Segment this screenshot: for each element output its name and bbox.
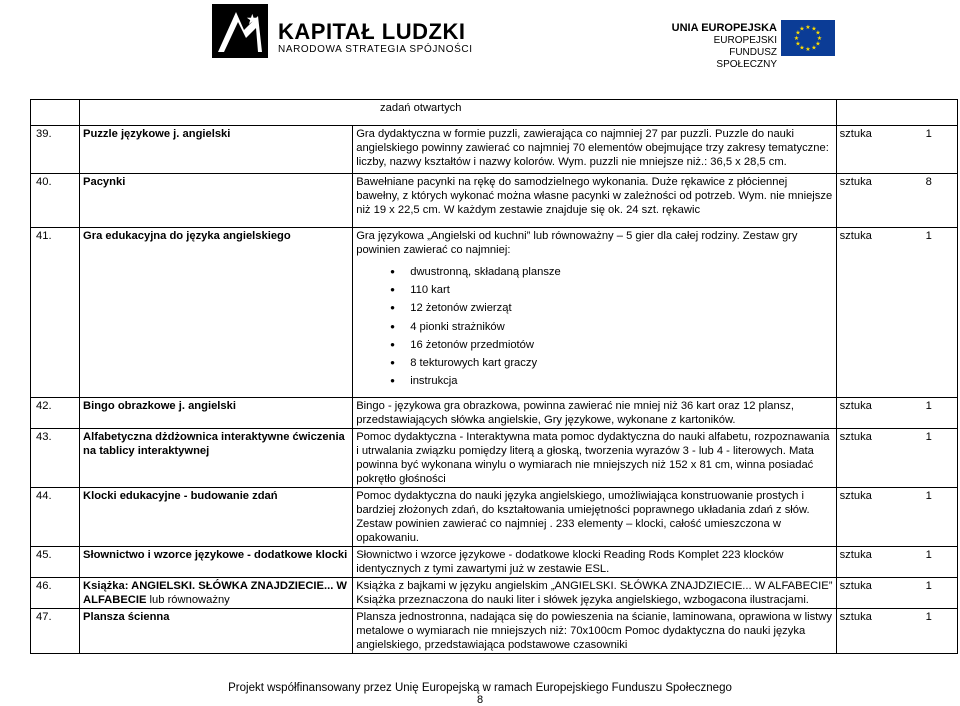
kapital-ludzki-logo-icon bbox=[210, 2, 270, 60]
svg-text:★: ★ bbox=[793, 36, 800, 42]
item-qty: 1 bbox=[925, 580, 932, 592]
svg-text:★: ★ bbox=[246, 11, 259, 27]
items-table-container bbox=[30, 99, 958, 654]
list-item: • 16 żetonów przedmiotów bbox=[410, 336, 832, 354]
item-number: 45. bbox=[31, 547, 80, 578]
table-row bbox=[31, 100, 958, 126]
svg-text:★: ★ bbox=[811, 26, 817, 33]
table-row bbox=[31, 126, 958, 174]
table-row bbox=[31, 228, 958, 398]
item-unit: sztuka bbox=[839, 230, 872, 242]
item-qty: 8 bbox=[925, 176, 932, 188]
item-unit: sztuka bbox=[839, 176, 872, 188]
item-name: Plansza ścienna bbox=[80, 609, 353, 654]
item-number: 43. bbox=[31, 429, 80, 488]
table-row bbox=[31, 609, 958, 654]
list-item: • 12 żetonów zwierząt bbox=[410, 299, 832, 317]
svg-text:★: ★ bbox=[805, 47, 811, 53]
item-unit: sztuka bbox=[839, 490, 872, 502]
item-description: Gra dydaktyczna w formie puzzli, zawierająca co najmniej 27 par puzzli. Puzzle do nauki angielskiego powinny zawierać co najmniej 70 elementów obejmujące trzy zakresy tematyczne: liczby, nazwy kształtów i nazwy kolorów. Wym. puzzli nie mniejsze niż.: 36,5 x 28,5 cm. bbox=[353, 126, 836, 174]
list-item: • 8 tekturowych kart graczy bbox=[410, 354, 832, 372]
eu-flag-icon bbox=[781, 20, 835, 56]
table-row bbox=[31, 547, 958, 578]
item-description: Książka z bajkami w języku angielskim „ANGIELSKI. SŁÓWKA ZNAJDZIECIE... W ALFABECIE” Książka przeznaczona do nauki liter i słówek języka angielskiego, wzbogacona ilustracjami. bbox=[353, 578, 836, 609]
item-name: Alfabetyczna dżdżownica interaktywne ćwiczenia na tablicy interaktywnej bbox=[80, 429, 353, 488]
table-row bbox=[31, 488, 958, 547]
item-name: Puzzle językowe j. angielski bbox=[80, 126, 353, 174]
item-name: Książka: ANGIELSKI. SŁÓWKA ZNAJDZIECIE... W ALFABECIE bbox=[83, 580, 347, 606]
list-item: • instrukcja bbox=[410, 372, 832, 390]
svg-text:★: ★ bbox=[815, 41, 821, 48]
table-row bbox=[31, 429, 958, 488]
item-unit: sztuka bbox=[839, 400, 872, 412]
list-item: • 4 pionki strażników bbox=[410, 318, 832, 336]
item-name: Pacynki bbox=[80, 174, 353, 228]
item-description: Gra językowa „Angielski od kuchni” lub równoważny – 5 gier dla całej rodziny. Zestaw gry powinien zawierać co najmniej: bbox=[356, 230, 798, 256]
page-header bbox=[0, 0, 960, 80]
item-name: Bingo obrazkowe j. angielski bbox=[80, 398, 353, 429]
svg-text:★: ★ bbox=[799, 26, 805, 33]
item-qty: 1 bbox=[925, 128, 932, 140]
eu-line3: FUNDUSZ SPOŁECZNY bbox=[716, 47, 777, 70]
page-number: 8 bbox=[476, 694, 484, 706]
eu-branding bbox=[667, 22, 777, 71]
item-description: Bawełniane pacynki na rękę do samodzielnego wykonania. Duże rękawice z płóciennej bawełny, z których wykonać można własne pacynki w zależności od potrzeb. Wym. nie mniejsze niż 19 x 22,5 cm. W każdym zestawie znajduje się ok. 24 szt. rękawic bbox=[353, 174, 836, 228]
svg-text:★: ★ bbox=[811, 45, 817, 52]
item-name: Gra edukacyjna do języka angielskiego bbox=[80, 228, 353, 398]
eu-line2: EUROPEJSKI bbox=[713, 35, 777, 46]
item-name: Słownictwo i wzorce językowe - dodatkowe klocki bbox=[80, 547, 353, 578]
item-name: Klocki edukacyjne - budowanie zdań bbox=[80, 488, 353, 547]
item-number: 47. bbox=[31, 609, 80, 654]
kl-subtitle: NARODOWA STRATEGIA SPÓJNOŚCI bbox=[278, 44, 473, 55]
svg-text:★: ★ bbox=[805, 25, 811, 31]
item-unit: sztuka bbox=[839, 549, 872, 561]
kapital-ludzki-branding bbox=[278, 20, 473, 56]
item-qty: 1 bbox=[925, 400, 932, 412]
list-item: • dwustronną, składaną plansze bbox=[410, 263, 832, 281]
item-number: 42. bbox=[31, 398, 80, 429]
table-row bbox=[31, 174, 958, 228]
item-name-extra: lub równoważny bbox=[149, 594, 230, 606]
svg-text:★: ★ bbox=[815, 30, 821, 37]
item-qty: 1 bbox=[925, 431, 932, 443]
item-qty: 1 bbox=[925, 611, 932, 623]
svg-text:★: ★ bbox=[816, 36, 823, 42]
item-unit: sztuka bbox=[839, 611, 872, 623]
item-bullet-list bbox=[356, 263, 832, 390]
kl-title: KAPITAŁ LUDZKI bbox=[278, 19, 466, 44]
items-table bbox=[30, 99, 958, 654]
item-description: Pomoc dydaktyczna do nauki języka angielskiego, umożliwiająca konstruowanie prostych i bardziej złożonych zdań, do kształtowania umiejętności poprawnego układania zdań z słów. Zestaw powinien zawierać co najmniej . 233 elementy – klocki, całość umieszczona w opakowaniu. bbox=[353, 488, 836, 547]
item-unit: sztuka bbox=[839, 128, 872, 140]
table-row bbox=[31, 398, 958, 429]
svg-text:★: ★ bbox=[795, 30, 801, 37]
item-description: Bingo - językowa gra obrazkowa, powinna zawierać nie mniej niż 36 kart oraz 12 plansz, przedstawiających słówka angielskie, Gry językowe, wykonane z kartoników. bbox=[353, 398, 836, 429]
svg-text:★: ★ bbox=[799, 45, 805, 52]
item-description: Słownictwo i wzorce językowe - dodatkowe klocki Reading Rods Komplet 223 klocków identycznych z tymi zawartymi już w zestawie ESL. bbox=[353, 547, 836, 578]
item-qty: 1 bbox=[925, 490, 932, 502]
item-unit: sztuka bbox=[839, 580, 872, 592]
item-description: Plansza jednostronna, nadająca się do powieszenia na ścianie, laminowana, oprawiona w listwy metalowe o wymiarach nie mniejszych niż: 70x100cm Pomoc dydaktyczna do nauki języka angielskiego, przedstawiająca podstawowe czasowniki bbox=[353, 609, 836, 654]
table-row bbox=[31, 578, 958, 609]
item-number: 40. bbox=[31, 174, 80, 228]
item-unit: sztuka bbox=[839, 431, 872, 443]
svg-text:★: ★ bbox=[795, 41, 801, 48]
eu-line1: UNIA EUROPEJSKA bbox=[671, 22, 777, 34]
item-qty: 1 bbox=[925, 230, 932, 242]
row-text: zadań otwartych bbox=[380, 102, 462, 114]
item-number: 39. bbox=[31, 126, 80, 174]
item-number: 44. bbox=[31, 488, 80, 547]
item-description: Pomoc dydaktyczna - Interaktywna mata pomoc dydaktyczna do nauki alfabetu, rozpoznawania i utrwalania związku pomiędzy literą a głoską, tworzenia wyrazów 3 - lub 4 - literowych. Mata powinna być wykonana winylu o wymiarach nie mniejszych niż 152 x 81 cm, winna posiadać pokrętło głośności bbox=[353, 429, 836, 488]
item-qty: 1 bbox=[925, 549, 932, 561]
item-number: 46. bbox=[31, 578, 80, 609]
page-footer: Projekt współfinansowany przez Unię Europejską w ramach Europejskiego Funduszu Społecznego bbox=[228, 682, 732, 694]
list-item: • 110 kart bbox=[410, 281, 832, 299]
item-number: 41. bbox=[31, 228, 80, 398]
